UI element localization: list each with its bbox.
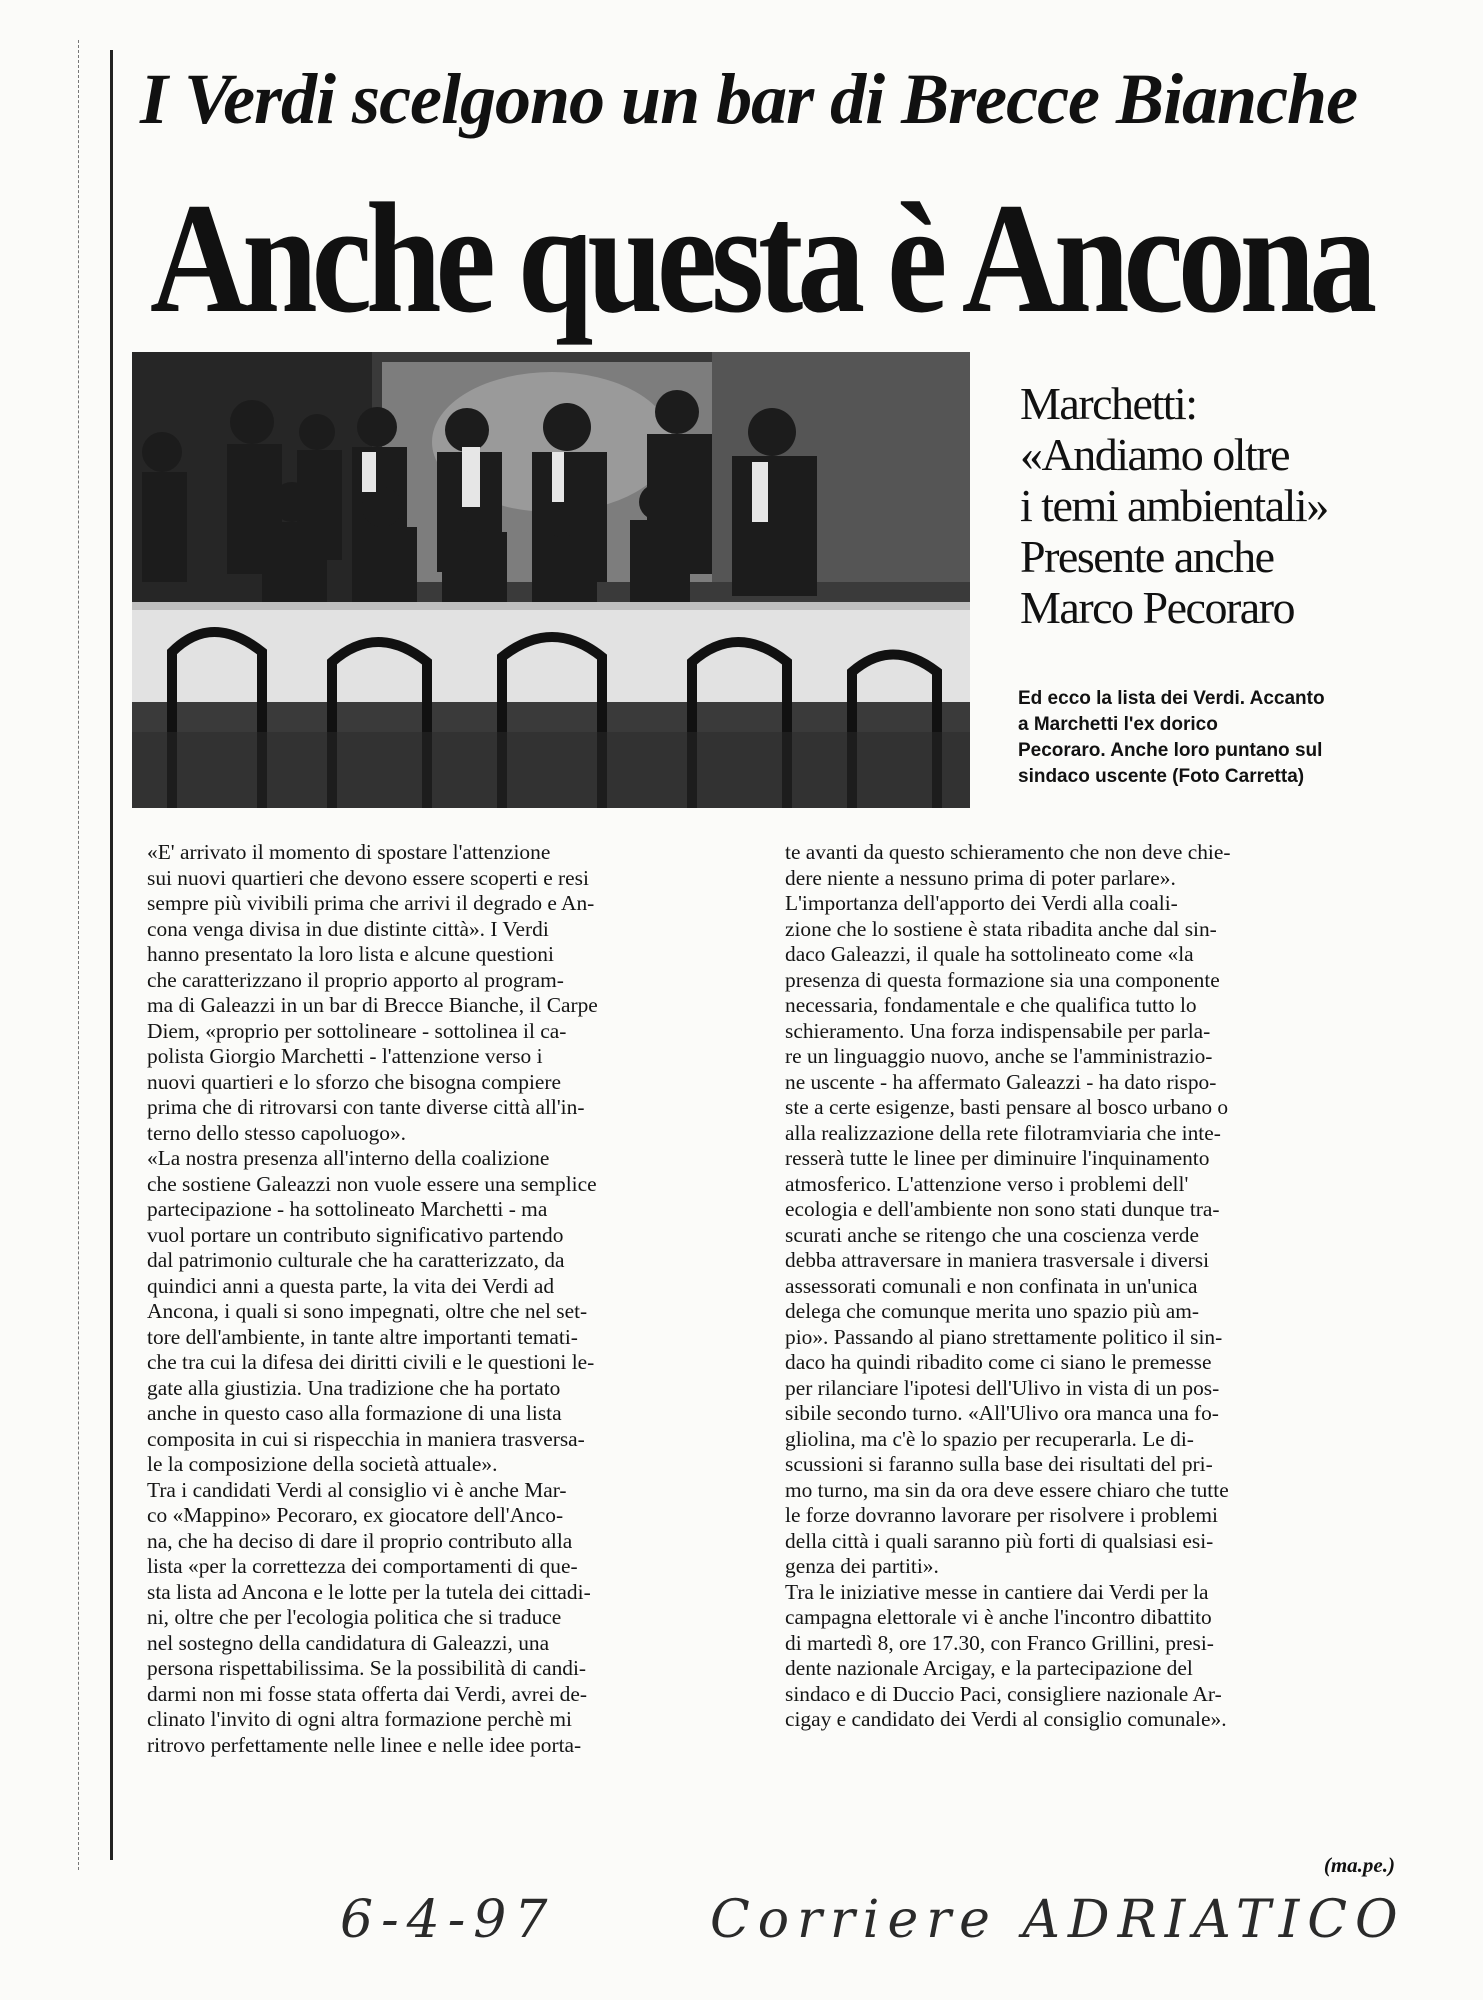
article-line: che caratterizzano il proprio apporto al program-: [147, 967, 564, 992]
article-line: cigay e candidato dei Verdi al consiglio comunale».: [785, 1707, 1227, 1731]
caption-line: Ed ecco la lista dei Verdi. Accanto: [1018, 688, 1325, 709]
subhead-line: Marco Pecoraro: [1020, 582, 1295, 633]
article-line: scurati anche se ritengo che una coscienza verde: [785, 1222, 1199, 1247]
subhead-line: «Andiamo oltre: [1020, 429, 1289, 480]
subhead: [1020, 378, 1450, 633]
article-line: Tra le iniziative messe in cantiere dai Verdi per la: [785, 1579, 1209, 1604]
article-line: quindici anni a questa parte, la vita dei Verdi ad: [147, 1273, 555, 1298]
article-line: ne uscente - ha affermato Galeazzi - ha dato rispo-: [785, 1069, 1217, 1094]
subhead-line: Marchetti:: [1020, 378, 1197, 429]
article-line: assessorati comunali e non confinata in un'unica: [785, 1273, 1198, 1298]
article-line: dere niente a nessuno prima di poter parlare».: [785, 865, 1176, 890]
article-line: co «Mappino» Pecoraro, ex giocatore dell'Anco-: [147, 1503, 564, 1527]
article-line: terno dello stesso capoluogo».: [147, 1120, 407, 1145]
article-line: te avanti da questo schieramento che non deve chie-: [785, 840, 1231, 864]
article-line: sindaco e di Duccio Paci, consigliere nazionale Ar-: [785, 1681, 1222, 1706]
article-line: pio». Passando al piano strettamente politico il sin-: [785, 1324, 1223, 1349]
article-line: presenza di questa formazione sia una componente: [785, 967, 1220, 992]
article-line: atmosferico. L'attenzione verso i problemi dell': [785, 1171, 1189, 1196]
author-signature: (ma.pe.): [1323, 1853, 1395, 1877]
article-line: alla realizzazione della rete filotramviaria che inte-: [785, 1120, 1221, 1145]
group-photo: [132, 352, 970, 808]
article-line: campagna elettorale vi è anche l'incontro dibattito: [785, 1605, 1212, 1629]
article-line: darmi non mi fosse stata offerta dai Verdi, avrei de-: [147, 1681, 587, 1706]
article-line: della città i quali saranno più forti di qualsiasi esi-: [785, 1528, 1214, 1553]
subhead-line: i temi ambientali»: [1020, 480, 1328, 531]
article-line: daco ha quindi ribadito come ci siano le premesse: [785, 1350, 1212, 1374]
article-line: zione che lo sostiene è stata ribadita anche dal sin-: [785, 916, 1217, 941]
article-line: clinato l'invito di ogni altra formazione perchè mi: [147, 1707, 572, 1731]
article-line: ste a certe esigenze, basti pensare al bosco urbano o: [785, 1095, 1229, 1119]
article-line: gliolina, ma c'è lo spazio per recuperarla. Le di-: [785, 1426, 1194, 1451]
article-line: per rilanciare l'ipotesi dell'Ulivo in vista di un pos-: [785, 1375, 1220, 1400]
article-line: tore dell'ambiente, in tante altre importanti temati-: [147, 1324, 578, 1349]
article-line: che tra cui la difesa dei diritti civili e le questioni le-: [147, 1350, 595, 1374]
article-column-right: [785, 840, 1395, 1733]
article-line: polista Giorgio Marchetti - l'attenzione verso i: [147, 1044, 543, 1068]
article-line: Ancona, i quali si sono impegnati, oltre che nel set-: [147, 1299, 588, 1323]
article-line: vuol portare un contributo significativo partendo: [147, 1222, 564, 1247]
handwritten-date-text: 6-4-97: [340, 1890, 556, 1950]
article-line: persona rispettabilissima. Se la possibilità di candi-: [147, 1656, 587, 1680]
article-line: Diem, «proprio per sottolineare - sottolinea il ca-: [147, 1018, 567, 1043]
headline: Anche questa è Ancona: [150, 171, 1372, 346]
handwritten-source-text: Corriere ADRIATICO: [710, 1890, 1406, 1950]
article-line: dal patrimonio culturale che ha caratterizzato, da: [147, 1248, 565, 1272]
article-line: le forze dovranno lavorare per risolvere i problemi: [785, 1503, 1218, 1527]
article-line: debba attraversare in maniera trasversale i diversi: [785, 1248, 1210, 1272]
article-line: cona venga divisa in due distinte città». I Verdi: [147, 916, 549, 941]
article-line: le la composizione della società attuale».: [147, 1452, 498, 1476]
clipping-edge: [78, 40, 80, 1870]
article-line: sibile secondo turno. «All'Ulivo ora manca una fo-: [785, 1401, 1219, 1425]
article-line: dente nazionale Arcigay, e la partecipazione del: [785, 1656, 1193, 1680]
article-line: L'importanza dell'apporto dei Verdi alla coali-: [785, 891, 1178, 915]
article-line: genza dei partiti».: [785, 1554, 939, 1578]
subhead-line: Presente anche: [1020, 531, 1274, 582]
article-column-left: [147, 840, 757, 1758]
article-line: necessaria, fondamentale e che qualifica tutto lo: [785, 993, 1197, 1017]
article-line: che sostiene Galeazzi non vuole essere una semplice: [147, 1171, 597, 1196]
article-line: «La nostra presenza all'interno della coalizione: [147, 1146, 550, 1170]
article-line: ma di Galeazzi in un bar di Brecce Bianche, il Carpe: [147, 993, 598, 1017]
article-line: composita in cui si rispecchia in maniera trasversa-: [147, 1426, 585, 1451]
caption-line: Pecoraro. Anche loro puntano sul: [1018, 740, 1323, 761]
article-line: sempre più vivibili prima che arrivi il degrado e An-: [147, 891, 595, 915]
article-line: na, che ha deciso di dare il proprio contributo alla: [147, 1528, 573, 1553]
article-line: daco Galeazzi, il quale ha sottolineato come «la: [785, 942, 1194, 966]
article-line: re un linguaggio nuovo, anche se l'amministrazio-: [785, 1044, 1213, 1068]
article-line: anche in questo caso alla formazione di una lista: [147, 1401, 562, 1425]
article-line: ritrovo perfettamente nelle linee e nelle idee porta-: [147, 1732, 582, 1757]
article-line: Tra i candidati Verdi al consiglio vi è anche Mar-: [147, 1477, 567, 1502]
article-line: mo turno, ma sin da ora deve essere chiaro che tutte: [785, 1477, 1229, 1502]
article-line: gate alla giustizia. Una tradizione che ha portato: [147, 1375, 561, 1400]
article-line: scussioni si faranno sulla base dei risultati del pri-: [785, 1452, 1213, 1476]
article-line: ni, oltre che per l'ecologia politica che si traduce: [147, 1605, 562, 1629]
article-line: sta lista ad Ancona e le lotte per la tutela dei cittadi-: [147, 1579, 591, 1604]
article-line: di martedì 8, ore 17.30, con Franco Grillini, presi-: [785, 1630, 1214, 1655]
article-line: schieramento. Una forza indispensabile per parla-: [785, 1018, 1211, 1043]
article-line: lista «per la correttezza dei comportamenti di que-: [147, 1554, 578, 1578]
handwritten-date: [340, 1890, 640, 1970]
article-line: partecipazione - ha sottolineato Marchetti - ma: [147, 1197, 548, 1221]
article-line: hanno presentato la loro lista e alcune questioni: [147, 942, 554, 966]
caption-line: a Marchetti l'ex dorico: [1018, 714, 1218, 735]
column-rule: [110, 50, 113, 1860]
article-line: «E' arrivato il momento di spostare l'attenzione: [147, 840, 551, 864]
article-line: prima che di ritrovarsi con tante diverse città all'in-: [147, 1095, 585, 1119]
photo-caption: [1018, 686, 1448, 790]
caption-line: sindaco uscente (Foto Carretta): [1018, 766, 1305, 787]
article-line: sui nuovi quartieri che devono essere scoperti e resi: [147, 865, 589, 890]
article-line: nuovi quartieri e lo sforzo che bisogna compiere: [147, 1069, 562, 1094]
handwritten-source: [710, 1890, 1406, 1970]
kicker: I Verdi scelgono un bar di Brecce Bianche: [140, 59, 1358, 139]
article-line: ecologia e dell'ambiente non sono stati dunque tra-: [785, 1197, 1220, 1221]
article-line: resserà tutte le linee per diminuire l'inquinamento: [785, 1146, 1210, 1170]
article-line: nel sostegno della candidatura di Galeazzi, una: [147, 1630, 550, 1655]
article-line: delega che comunque merita uno spazio più am-: [785, 1299, 1199, 1323]
